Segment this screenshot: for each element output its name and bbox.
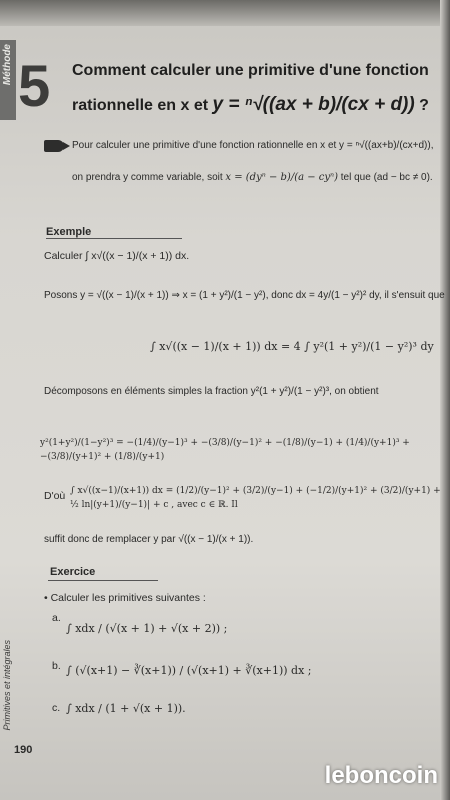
example-posons: Posons y = √((x − 1)/(x + 1)) ⇒ x = (1 + y²)/(1 − y²), donc dx = 4y/(1 − y²)² dy, il s'ensuit que	[44, 290, 445, 301]
title-formula: y = ⁿ√((ax + b)/(cx + d))	[212, 94, 415, 115]
title-line-2: rationnelle en x et y = ⁿ√((ax + b)/(cx + d)) ?	[72, 94, 429, 115]
exercise-item-c: ∫ xdx / (1 + √(x + 1)).	[66, 702, 186, 715]
pointing-hand-icon	[44, 140, 64, 152]
method-number: 5	[18, 54, 51, 119]
example-rule	[46, 238, 182, 239]
method-side-tab	[0, 40, 16, 120]
example-decomposition: y²(1+y²)/(1−y²)³ = −(1/4)/(y−1)³ + −(3/8)/(y−1)² + −(1/8)/(y−1) + (1/4)/(y+1)³ + −(3/8)/(y+1)² + (1/8)/(y+1)	[40, 438, 410, 462]
example-decompose: Décomposons en éléments simples la fraction y²(1 + y²)/(1 − y²)³, on obtient	[44, 386, 379, 397]
side-tab-label: Méthode	[2, 44, 13, 86]
example-heading: Exemple	[46, 226, 92, 238]
intro-line-2: on prendra y comme variable, soit x = (dyⁿ − b)/(a − cyⁿ) tel que (ad − bc ≠ 0).	[72, 172, 433, 183]
exercise-bullet: • Calculer les primitives suivantes :	[44, 592, 206, 604]
exercise-item-a-label: a.	[52, 612, 61, 624]
page-top-shadow	[0, 0, 450, 26]
method-title	[72, 54, 442, 123]
exercise-item-b: ∫ (√(x+1) − ∛(x+1)) / (√(x+1) + ∛(x+1)) dx ;	[66, 664, 312, 677]
leboncoin-watermark: leboncoin	[324, 762, 438, 789]
exercise-item-c-label: c.	[52, 702, 61, 714]
example-substitute: suffit donc de remplacer y par √((x − 1)/(x + 1)).	[44, 534, 254, 545]
exercise-rule	[48, 580, 158, 581]
intro-line-1: Pour calculer une primitive d'une fonction rationnelle en x et y = ⁿ√((ax+b)/(cx+d)),	[72, 140, 434, 151]
exercise-item-b-label: b.	[52, 660, 61, 672]
page-number: 190	[14, 744, 33, 756]
example-result: ∫ x√((x−1)/(x+1)) dx = (1/2)/(y−1)² + (3/2)/(y−1) + (−1/2)/(y+1)² + (3/2)/(y+1) + ½ ln|(y+1)/(y−1)| + c , avec c ∈ ℝ. Il	[70, 486, 441, 510]
example-integral: ∫ x√((x − 1)/(x + 1)) dx = 4 ∫ y²(1 + y²)/(1 − y²)³ dy	[150, 340, 434, 353]
chapter-side-text: Primitives et intégrales	[2, 640, 12, 731]
result-prefix: D'où	[44, 490, 66, 502]
example-calc: Calculer ∫ x√((x − 1)/(x + 1)) dx.	[44, 250, 190, 262]
title-line-1: Comment calculer une primitive d'une fonction	[72, 62, 429, 79]
exercise-item-a: ∫ xdx / (√(x + 1) + √(x + 2)) ;	[66, 622, 228, 635]
exercise-heading: Exercice	[50, 566, 96, 578]
